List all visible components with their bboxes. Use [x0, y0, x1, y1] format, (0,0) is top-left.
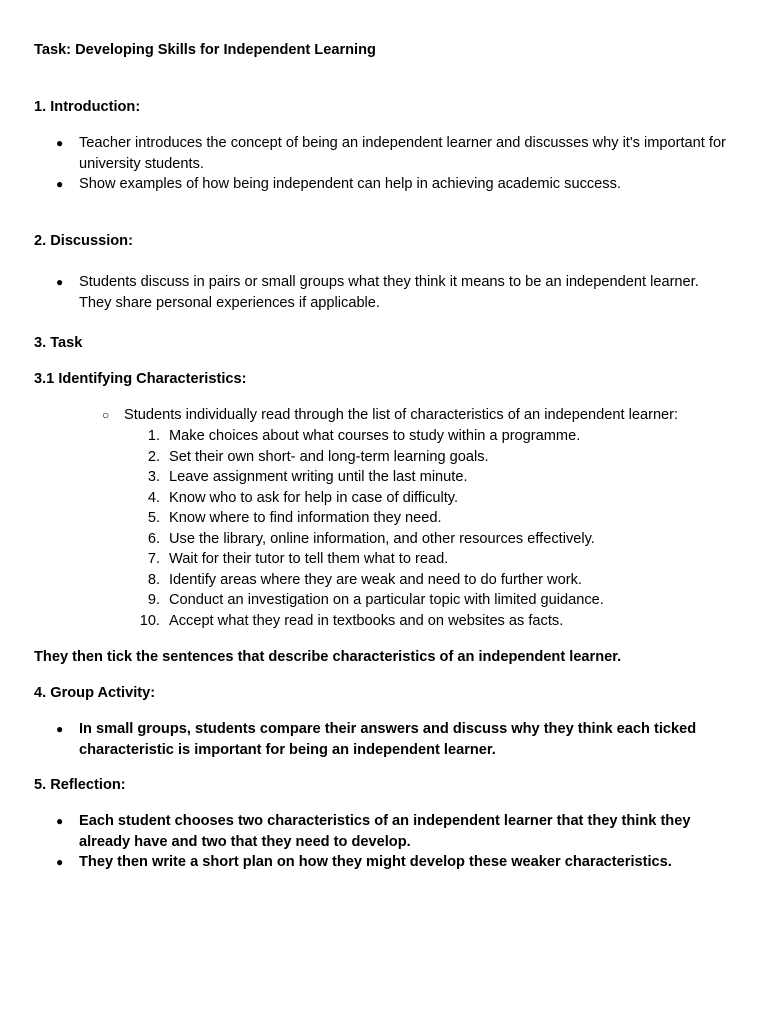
- characteristic-item: [34, 611, 734, 632]
- list-item: [34, 811, 734, 852]
- bullet-marker: ●: [56, 814, 64, 828]
- list-item: [34, 174, 734, 195]
- introduction-heading: 1. Introduction:: [34, 99, 141, 115]
- characteristic-text: Identify areas where they are weak and need to do further work.: [169, 571, 582, 588]
- item-number: 3.: [147, 469, 160, 485]
- list-item: [34, 719, 734, 760]
- characteristic-text: Make choices about what courses to study within a programme.: [169, 428, 581, 444]
- characteristics-subheading: 3.1 Identifying Characteristics:: [34, 371, 247, 387]
- characteristic-text: Know who to ask for help in case of difficulty.: [169, 489, 459, 506]
- characteristic-text: Leave assignment writing until the last minute.: [169, 469, 468, 485]
- task-closing-text: They then tick the sentences that describe characteristics of an independent learner.: [34, 649, 622, 665]
- item-number: 6.: [147, 530, 160, 547]
- circle-marker: ○: [102, 408, 110, 422]
- reflection-list: [34, 811, 734, 873]
- characteristic-text: Use the library, online information, and other resources effectively.: [169, 530, 595, 547]
- list-item: [34, 133, 734, 174]
- task-sublist: [34, 405, 734, 426]
- characteristic-item: [34, 570, 734, 591]
- item-number: 5.: [147, 510, 160, 526]
- characteristic-text: Wait for their tutor to tell them what to read.: [169, 551, 449, 567]
- list-item: [34, 405, 734, 426]
- item-number: 10.: [139, 612, 160, 629]
- characteristics-list: [34, 426, 734, 631]
- characteristic-item: [34, 590, 734, 611]
- list-item-text: Show examples of how being independent can help in achieving academic success.: [79, 176, 621, 192]
- list-item: [34, 272, 734, 313]
- bullet-marker: ●: [56, 136, 64, 150]
- item-number: 2.: [147, 448, 160, 465]
- characteristic-item: [34, 508, 734, 529]
- characteristic-item: [34, 549, 734, 570]
- reflection-heading: 5. Reflection:: [34, 777, 126, 793]
- discussion-heading: 2. Discussion:: [34, 233, 133, 249]
- group-activity-heading: 4. Group Activity:: [34, 685, 156, 701]
- list-item-text: Students individually read through the list of characteristics of an independent learner:: [124, 407, 679, 423]
- item-number: 9.: [147, 592, 160, 608]
- item-number: 7.: [147, 551, 160, 567]
- list-item-text: In small groups, students compare their answers and discuss why they think each ticked characteristic is important for being an independent learner.: [79, 721, 697, 758]
- bullet-marker: ●: [56, 855, 64, 869]
- list-item-text: They then write a short plan on how they might develop these weaker characteristics.: [79, 854, 672, 870]
- characteristic-item: [34, 529, 734, 550]
- item-number: 4.: [147, 489, 160, 506]
- group-activity-list: [34, 719, 734, 760]
- characteristic-item: [34, 488, 734, 509]
- bullet-marker: ●: [56, 722, 64, 736]
- document-title: Task: Developing Skills for Independent Learning: [34, 42, 376, 58]
- characteristic-text: Know where to find information they need.: [169, 510, 442, 526]
- characteristic-text: Accept what they read in textbooks and on websites as facts.: [169, 612, 564, 629]
- characteristic-item: [34, 467, 734, 488]
- list-item-text: Teacher introduces the concept of being an independent learner and discusses why it's important for university students.: [79, 135, 726, 172]
- characteristic-item: [34, 447, 734, 468]
- bullet-marker: ●: [56, 275, 64, 289]
- discussion-list: [34, 272, 734, 313]
- bullet-marker: ●: [56, 177, 64, 191]
- characteristic-item: [34, 426, 734, 447]
- item-number: 1.: [147, 428, 160, 444]
- characteristic-text: Conduct an investigation on a particular topic with limited guidance.: [169, 592, 604, 608]
- list-item-text: Students discuss in pairs or small groups what they think it means to be an independent learner. They share personal experiences if applicable.: [79, 274, 699, 311]
- task-heading: 3. Task: [34, 335, 83, 351]
- list-item: [34, 852, 734, 873]
- characteristic-text: Set their own short- and long-term learning goals.: [169, 448, 489, 465]
- item-number: 8.: [147, 571, 160, 588]
- list-item-text: Each student chooses two characteristics of an independent learner that they think they already have and two that they need to develop.: [79, 813, 691, 850]
- introduction-list: [34, 133, 734, 195]
